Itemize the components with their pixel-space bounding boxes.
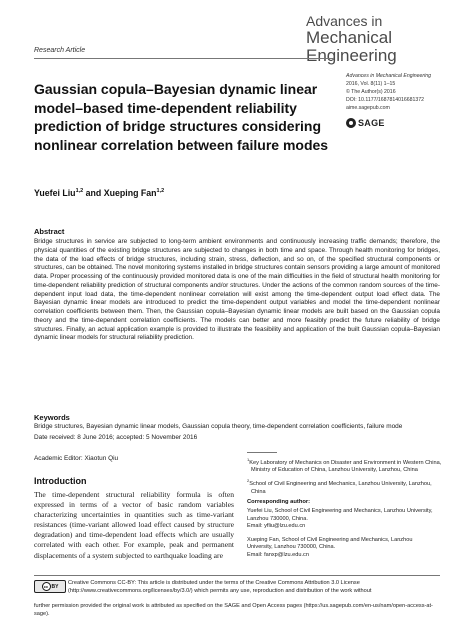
introduction-heading: Introduction (34, 476, 87, 486)
journal-name (306, 14, 456, 64)
introduction-body: The time-dependent structural reliability formula is often expressed in terms of a vector of basic random variables characterizing uncertainties in quantities such as time-variant resistances (time-variant allowed load effect caused by structure degradation) and time-dependent load effects which are usually correlated with each other. For example, peak and permanent displacements of a system subjected to earthquake loading are (34, 490, 234, 560)
creative-commons-icon: cc (42, 582, 51, 591)
license-text: Creative Commons CC-BY: This article is distributed under the terms of the Creative Commons Attribution 3.0 License (http://www.creativecommons.org/licenses/by/3.0/) which permits any use, reproduction and distribution of the work without (68, 580, 372, 594)
paper-title: Gaussian copula–Bayesian dynamic linear model–based time-dependent reliability prediction of bridge structures considering nonlinear correlation between failure modes (34, 81, 329, 153)
keywords-heading: Keywords (34, 413, 70, 422)
journal-name-line-2: Mechanical (306, 27, 392, 47)
correspondence-email[interactable]: Email: yfliu@lzu.edu.cn (247, 523, 306, 530)
cc-badge-label: BY (51, 583, 59, 590)
author-affiliation-marker: 1,2 (156, 188, 165, 195)
author-name: Xueping Fan (103, 188, 157, 198)
sage-logo-icon (346, 118, 356, 128)
license-text-continued: further permission provided the original work is attributed as specified on the SAGE and Open Access pages (https://us.sagepub.com/en-us/nam/open-access-at-sage). (34, 603, 433, 617)
journal-meta-volume: 2016, Vol. 8(11) 1–15 (346, 81, 396, 88)
license-divider (34, 575, 440, 576)
header-divider (34, 58, 334, 59)
author-conjunction: and (83, 188, 104, 198)
correspondence-line: Lanzhou 730000, China. (247, 515, 308, 522)
cc-by-badge[interactable] (34, 580, 66, 593)
corresponding-author-heading: Corresponding author: (247, 499, 311, 505)
academic-editor: Academic Editor: Xiaotun Qiu (34, 455, 119, 462)
received-accepted-dates: Date received: 8 June 2016; accepted: 5 November 2016 (34, 434, 198, 441)
correspondence-email[interactable]: Email: fanxp@lzu.edu.cn (247, 551, 309, 558)
affiliation-number: 1 (247, 457, 250, 462)
journal-meta-name: Advances in Mechanical Engineering (346, 73, 432, 79)
correspondence-line: University, Lanzhou 730000, China. (247, 544, 336, 551)
affiliation-item (247, 477, 443, 496)
affiliations (247, 456, 443, 498)
affiliation-text: Key Laboratory of Mechanics on Disaster and Environment in Western China, Ministry of Education of China, Lanzhou University, Lanzhou, China (249, 459, 442, 474)
correspondence-line: Xueping Fan, School of Civil Engineering and Mechanics, Lanzhou (247, 536, 413, 543)
abstract-body: Bridge structures in service are subjected to long-term ambient environments and continuously increasing traffic demands; therefore, the physical quantities of the existing bridge structures are subjected to changes in both time and space. Through health monitoring for bridges, the data of the load effects of bridge structures, including strain, stress, deflection, and so on, of the specified structural components or structures, can be obtained. The novel monitoring systems installed in bridge structures contain sensors providing a large amount of monitored data. Proper processing of the continuously provided monitored data is one of the main difficulties in the field of structural health monitoring for time-dependent reliability prediction of structural components and/or structures. Under the actions of the common random sources of the time-dependent input load data, the time-dependent nonlinear correlation will exist among the time-dependent output load effect data. The Bayesian dynamic linear models are introduced to predict the time-dependent output variables and model the time-dependent nonlinear correlation coefficients between them. Then, the Gaussian copula–Bayesian dynamic linear models are built based on the Gaussian copula theory and the time-dependent correlation coefficients. The models can better and more feasibly predict the future reliability of bridge structures. Finally, an actual application example is provided to illustrate the feasibility and application of the built Gaussian copula–Bayesian dynamic linear models for structural reliability prediction. (34, 238, 440, 342)
corresponding-author-details (247, 508, 443, 560)
affiliation-text: School of Civil Engineering and Mechanics, Lanzhou University, Lanzhou, China (249, 480, 432, 495)
journal-name-line-1: Advances in (306, 13, 383, 29)
abstract-heading: Abstract (34, 227, 65, 236)
journal-meta-site[interactable]: aime.sagepub.com (346, 105, 390, 112)
publisher-logo-text: SAGE (358, 118, 385, 128)
publisher-logo (346, 118, 385, 128)
journal-name-line-3: Engineering (306, 45, 397, 65)
author-list (34, 188, 164, 198)
keywords-list: Bridge structures, Bayesian dynamic linear models, Gaussian copula theory, time-dependent correlation coefficients, failure mode (34, 423, 403, 430)
article-type: Research Article (34, 47, 86, 54)
affiliation-item (247, 456, 443, 475)
affiliation-divider (247, 452, 277, 453)
affiliation-number: 2 (247, 478, 250, 484)
correspondence-line: Yuefei Liu, School of Civil Engineering and Mechanics, Lanzhou University, (247, 508, 433, 514)
journal-meta-doi[interactable]: DOI: 10.1177/1687814016681372 (346, 97, 425, 104)
author-affiliation-marker: 1,2 (75, 188, 84, 195)
journal-meta-copyright: © The Author(s) 2016 (346, 89, 396, 96)
author-name: Yuefei Liu (34, 188, 76, 198)
journal-meta (346, 72, 466, 112)
